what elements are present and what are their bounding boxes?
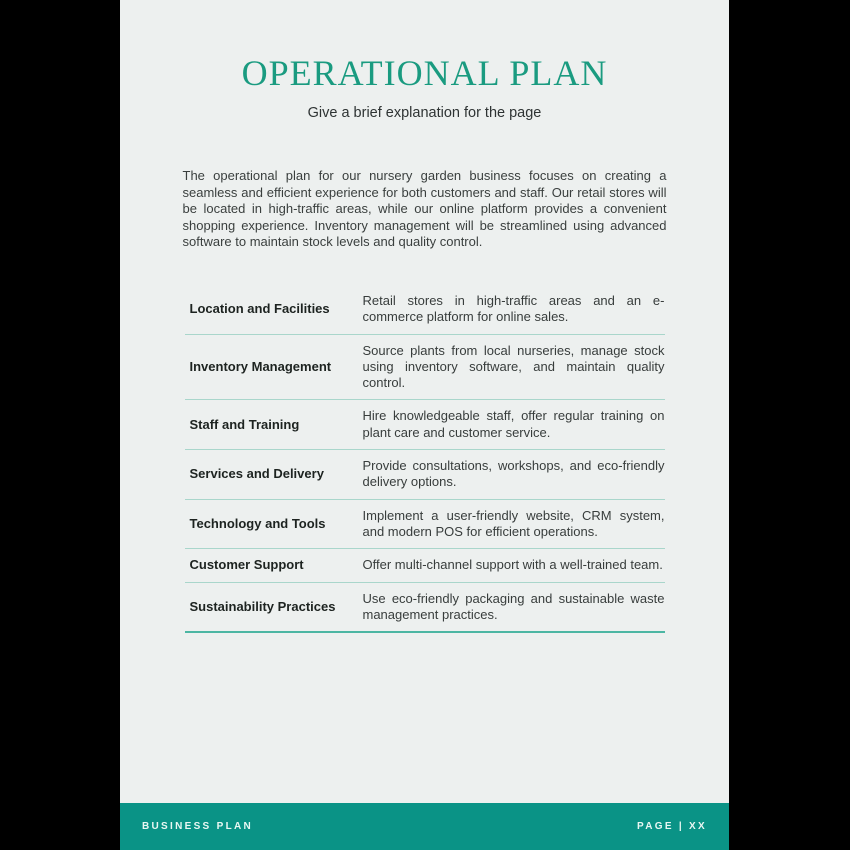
footer-page-number: PAGE | XX xyxy=(637,821,707,832)
footer-bar xyxy=(120,803,729,850)
page-title: OPERATIONAL PLAN xyxy=(241,53,608,93)
table-row-location-and-facilities xyxy=(185,285,665,335)
table-row-inventory-management xyxy=(185,335,665,401)
table-row-technology-and-tools xyxy=(185,500,665,550)
intro-paragraph: The operational plan for our nursery garden business focuses on creating a seamless and efficient experience for both customers and staff. Our retail stores will be located in high-traffic areas, while our online platform provides a convenient shopping experience. Inventory management will be streamlined using advanced software to maintain stock levels and quality control. xyxy=(182,168,667,250)
row-description: Implement a user-friendly website, CRM system, and modern POS for efficient operations. xyxy=(362,507,665,539)
row-label: Services and Delivery xyxy=(189,466,324,482)
page-subtitle: Give a brief explanation for the page xyxy=(307,105,542,121)
row-label: Technology and Tools xyxy=(189,515,326,531)
row-label: Customer Support xyxy=(189,557,304,573)
row-description: Offer multi-channel support with a well-trained team. xyxy=(362,557,663,573)
row-description: Hire knowledgeable staff, offer regular training on plant care and customer service. xyxy=(362,408,665,440)
row-label: Sustainability Practices xyxy=(189,598,336,614)
table-row-customer-support xyxy=(185,549,665,582)
document-page xyxy=(120,0,729,850)
operations-table xyxy=(185,285,665,633)
footer-document-label: BUSINESS PLAN xyxy=(142,821,254,832)
row-description: Retail stores in high-traffic areas and an e-commerce platform for online sales. xyxy=(362,292,665,325)
table-row-services-and-delivery xyxy=(185,450,665,500)
row-description: Source plants from local nurseries, manage stock using inventory software, and maintain quality control. xyxy=(362,342,665,391)
table-row-staff-and-training xyxy=(185,400,665,450)
row-label: Staff and Training xyxy=(189,416,300,432)
table-row-sustainability-practices xyxy=(185,583,665,634)
row-description: Use eco-friendly packaging and sustainable waste management practices. xyxy=(362,590,665,622)
row-label: Location and Facilities xyxy=(189,301,330,317)
row-description: Provide consultations, workshops, and eco-friendly delivery options. xyxy=(362,458,665,490)
row-label: Inventory Management xyxy=(189,358,332,374)
